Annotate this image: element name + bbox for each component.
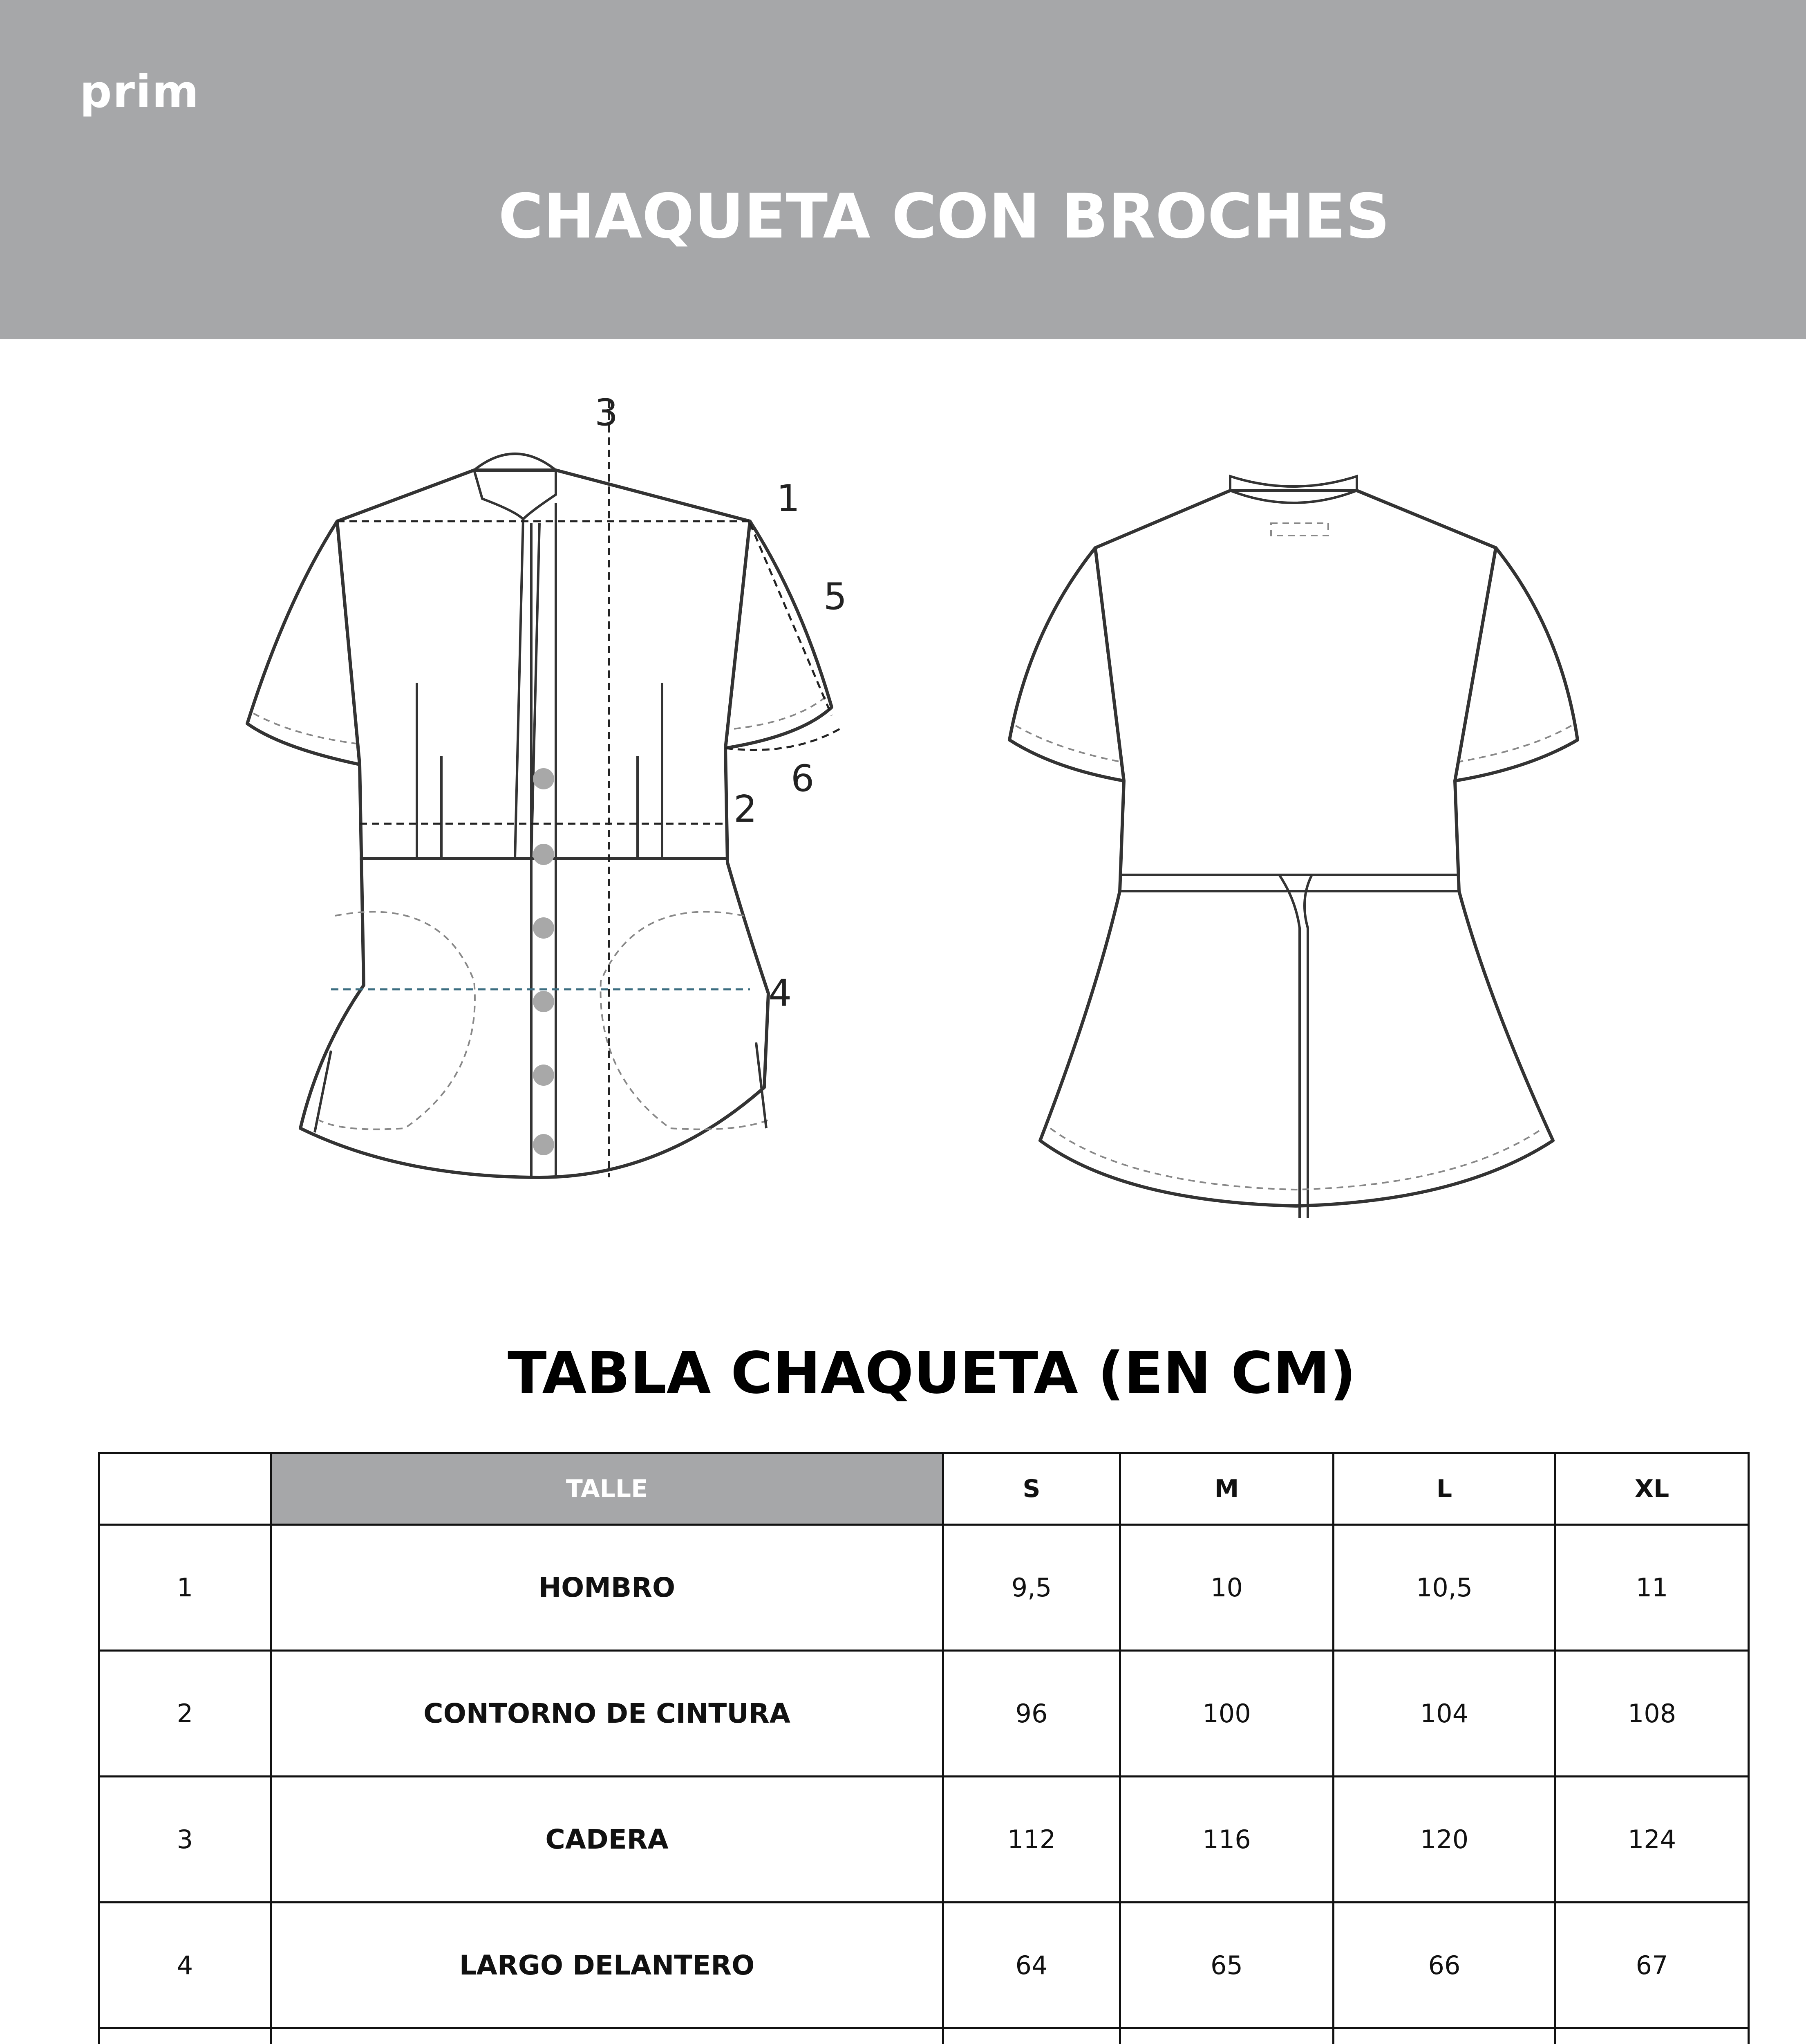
measure-label-2: 2 xyxy=(734,788,757,831)
value-s: 96 xyxy=(943,1651,1120,1777)
header-size-m: M xyxy=(1120,1453,1334,1525)
row-number: 1 xyxy=(99,1525,271,1651)
table-row xyxy=(99,1903,1749,2028)
value-m: 116 xyxy=(1120,1777,1334,1903)
value-xl: 67 xyxy=(1555,1903,1749,2028)
value-m: 10 xyxy=(1120,1525,1334,1651)
table-row xyxy=(99,1777,1749,1903)
measure-name: LARGO DELANTERO xyxy=(271,1903,943,2028)
value-s: 112 xyxy=(943,1777,1120,1903)
row-number: 3 xyxy=(99,1777,271,1903)
measure-label-6: 6 xyxy=(791,757,815,800)
measure-label-5: 5 xyxy=(824,575,847,618)
header-size-s: S xyxy=(943,1453,1120,1525)
row-number xyxy=(99,2028,271,2044)
header-talle: TALLE xyxy=(271,1453,943,1525)
measure-name: CONTORNO DE CINTURA xyxy=(271,1651,943,1777)
table-row xyxy=(99,1651,1749,1777)
size-table xyxy=(98,1452,1750,2044)
value-l: 10,5 xyxy=(1334,1525,1555,1651)
value-l: 120 xyxy=(1334,1777,1555,1903)
measure-name: HOMBRO xyxy=(271,1525,943,1651)
value-l: 66 xyxy=(1334,1903,1555,2028)
value-s: 64 xyxy=(943,1903,1120,2028)
page-title: CHAQUETA CON BROCHES xyxy=(498,181,1390,252)
table-row xyxy=(99,2028,1749,2044)
header-size-l: L xyxy=(1334,1453,1555,1525)
header-size-xl: XL xyxy=(1555,1453,1749,1525)
value-m xyxy=(1120,2028,1334,2044)
value-s xyxy=(943,2028,1120,2044)
value-xl: 108 xyxy=(1555,1651,1749,1777)
value-xl: 11 xyxy=(1555,1525,1749,1651)
row-number: 2 xyxy=(99,1651,271,1777)
value-xl xyxy=(1555,2028,1749,2044)
value-l xyxy=(1334,2028,1555,2044)
jacket-back-illustration xyxy=(989,458,1602,1235)
value-m: 65 xyxy=(1120,1903,1334,2028)
measure-label-4: 4 xyxy=(768,972,792,1015)
measure-label-1: 1 xyxy=(777,477,800,520)
measure-name xyxy=(271,2028,943,2044)
jacket-front-illustration xyxy=(229,388,883,1226)
table-title: TABLA CHAQUETA (EN CM) xyxy=(508,1340,1356,1407)
row-number: 4 xyxy=(99,1903,271,2028)
brand-logo: prim xyxy=(80,65,200,118)
back-body xyxy=(1040,491,1553,1206)
value-l: 104 xyxy=(1334,1651,1555,1777)
value-m: 100 xyxy=(1120,1651,1334,1777)
value-xl: 124 xyxy=(1555,1777,1749,1903)
table-header-row xyxy=(99,1453,1749,1525)
header-num xyxy=(99,1453,271,1525)
measure-label-3: 3 xyxy=(595,391,618,434)
table-row xyxy=(99,1525,1749,1651)
value-s: 9,5 xyxy=(943,1525,1120,1651)
header-banner xyxy=(0,0,1806,339)
measure-name: CADERA xyxy=(271,1777,943,1903)
